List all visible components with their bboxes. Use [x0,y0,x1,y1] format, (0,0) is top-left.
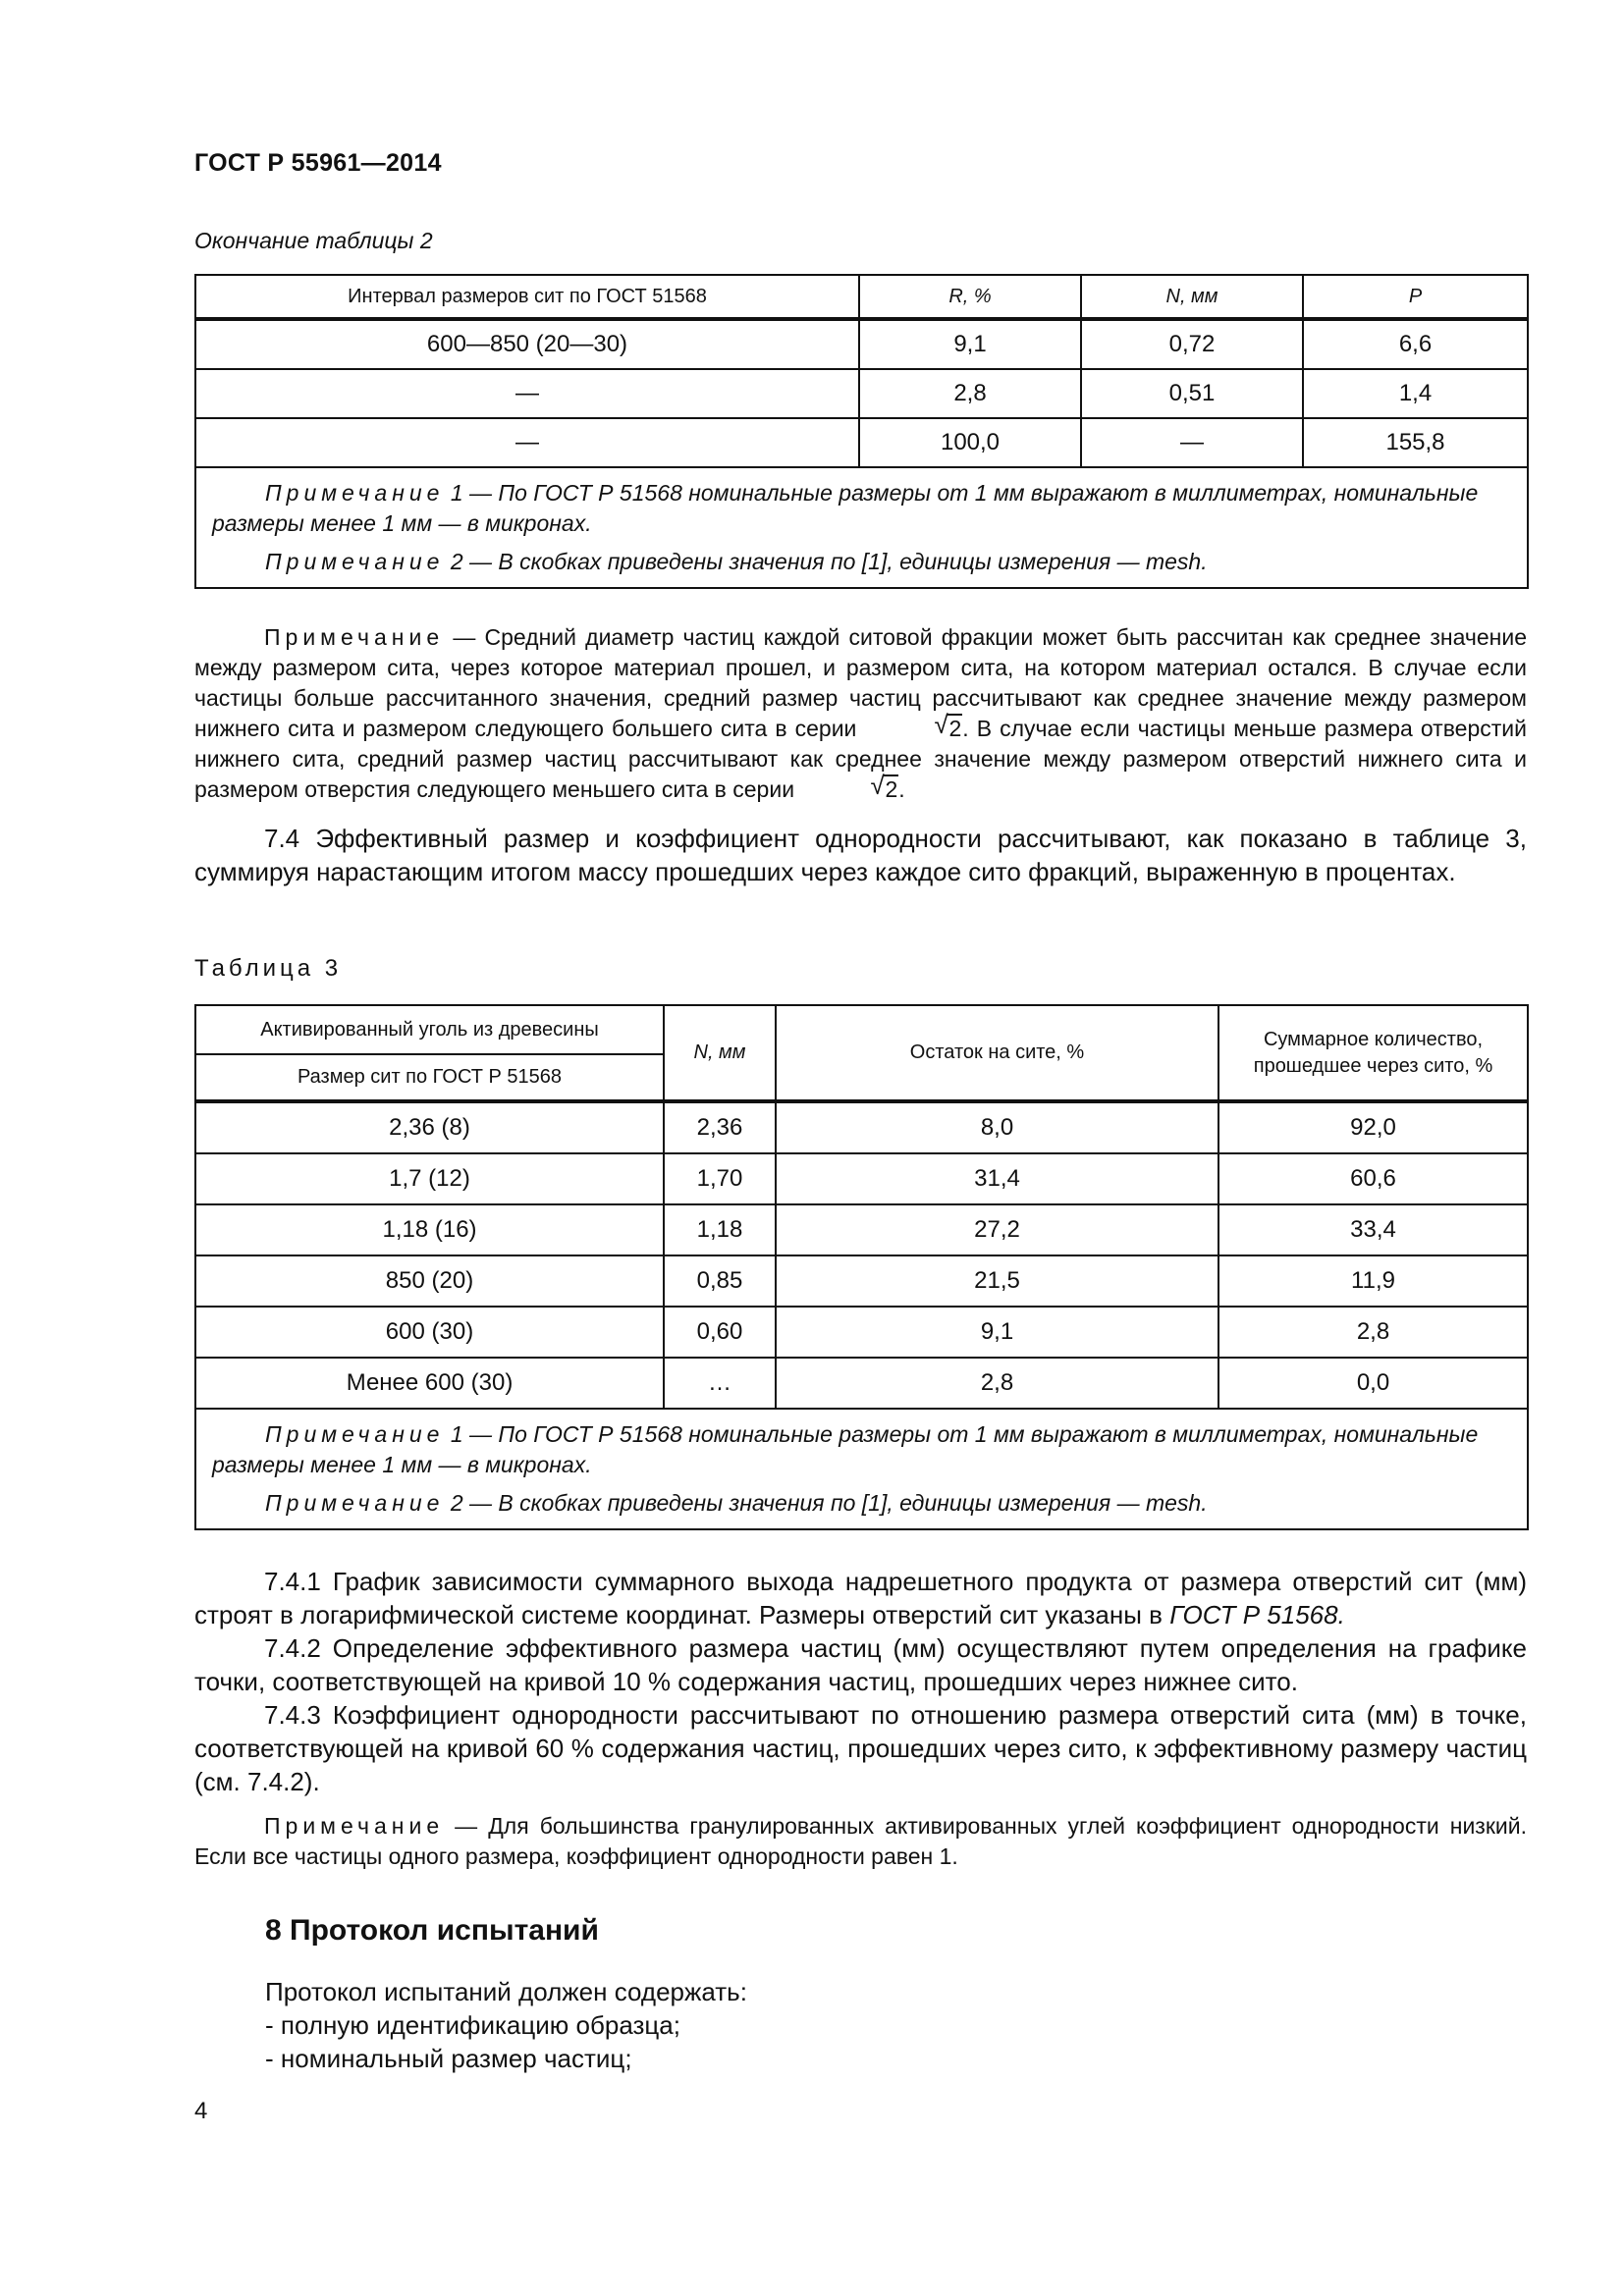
paragraph-7-4-3: 7.4.3 Коэффициент однородности рассчитывают по отношению размера отверстий сита (мм) в точке, соответствующей на кривой 60 % содержания частиц, прошедших через сито, к эффективному размеру частиц (см. 7.4.2). [194,1700,1527,1796]
table-cell: 92,0 [1218,1101,1528,1153]
table-cell: 0,72 [1081,319,1303,369]
paragraph-7-4-1 [194,1565,1527,1631]
sqrt-symbol [864,710,962,744]
note-text: 2 — В скобках приведены значения по [1], единицы измерения — mesh. [444,549,1208,574]
table2-header-row [195,275,1528,319]
note-label: Примечание [265,549,445,574]
table2-header-r: R, % [859,275,1081,319]
table-cell: 60,6 [1218,1153,1528,1204]
table3-notes-row [195,1409,1528,1529]
note-text: — Средний диаметр частиц каждой ситовой фракции может быть рассчитан как среднее значение между размером сита, через которое материал прошел, и размером сита, на котором материал остался. В случае если частицы больше рассчитанного значения, средний размер частиц рассчитывают как среднее значение между размером нижнего сита и размером следующего большего сита в серии [194,624,1527,741]
table-cell: 0,85 [664,1255,776,1307]
note-text: 1 — По ГОСТ Р 51568 номинальные размеры от 1 мм выражают в миллиметрах, номинальные размеры менее 1 мм — в микронах. [212,1421,1479,1477]
list-item: - полную идентификацию образца; [265,2010,680,2040]
note-text: . В случае если частицы меньше размера отверстий нижнего сита, средний размер частиц рассчитывают как среднее значение между размером отверстий нижнего сита и размером отверстия следующего меньшего сита в серии [194,716,1527,802]
table-cell: 0,0 [1218,1358,1528,1409]
radical-sign: √ [934,710,948,739]
table2-notes-row [195,467,1528,588]
table-cell: 6,6 [1303,319,1528,369]
document-header: ГОСТ Р 55961—2014 [194,149,442,177]
table-row [195,1101,1528,1153]
table-cell: — [1081,418,1303,467]
sqrt-symbol [800,771,898,805]
note-text: — Для большинства гранулированных активированных углей коэффициент однородности низкий. Если все частицы одного размера, коэффициент однородности равен 1. [194,1813,1527,1869]
note-label: Примечание [264,624,445,650]
note-text: . [898,776,905,802]
table-row [195,369,1528,418]
table-cell: 8,0 [776,1101,1218,1153]
table-row [195,1307,1528,1358]
note-label: Примечание [264,1813,445,1839]
table-cell: 9,1 [859,319,1081,369]
table-cell: 1,7 (12) [195,1153,664,1204]
table-cell: 27,2 [776,1204,1218,1255]
note-label: Примечание [265,1421,445,1447]
table-cell: 2,8 [1218,1307,1528,1358]
table-cell: 1,18 [664,1204,776,1255]
table-cell: 2,36 [664,1101,776,1153]
table3-header-row [195,1005,1528,1054]
paragraph-text: 7.4.1 График зависимости суммарного выхода надрешетного продукта от размера отверстий сит (мм) строят в логарифмической системе координат. Размеры отверстий сит указаны в [194,1567,1527,1629]
table2-notes [195,467,1528,588]
table-row [195,1153,1528,1204]
paragraph-7-4-2: 7.4.2 Определение эффективного размера частиц (мм) осуществляют путем определения на графике точки, соответствующей на кривой 10 % содержания частиц, прошедших через нижнее сито. [194,1633,1527,1696]
table-cell: 155,8 [1303,418,1528,467]
table3-caption: Таблица 3 [194,955,343,982]
table3-note-1 [212,1419,1511,1480]
note-label: Примечание [265,1490,445,1516]
list-item: - номинальный размер частиц; [265,2044,632,2073]
table-row [195,1204,1528,1255]
table3-header-sub: Размер сит по ГОСТ Р 51568 [195,1054,664,1101]
table-row [195,319,1528,369]
section-8-title: 8 Протокол испытаний [265,1914,599,1947]
paragraph-7-4: 7.4 Эффективный размер и коэффициент однородности рассчитывают, как показано в таблице 3, суммируя нарастающим итогом массу прошедших через каждое сито фракций, выраженную в процентах. [194,824,1527,886]
note-uniformity [194,1811,1527,1872]
table-cell: 33,4 [1218,1204,1528,1255]
note-average-diameter [194,622,1527,805]
sqrt-value: 2 [885,776,898,802]
radical-sign: √ [870,771,885,800]
table-row [195,418,1528,467]
table2-continuation-caption: Окончание таблицы 2 [194,228,433,253]
table2-header-interval: Интервал размеров сит по ГОСТ 51568 [195,275,859,319]
note-label: Примечание [265,480,445,506]
sqrt-value: 2 [948,716,962,741]
header-n-label: N, мм [693,1041,746,1063]
table-cell: 2,36 (8) [195,1101,664,1153]
table-cell: — [195,418,859,467]
table-cell: 2,8 [776,1358,1218,1409]
table-cell: 21,5 [776,1255,1218,1307]
standard-reference: ГОСТ Р 51568. [1169,1600,1345,1629]
table-cell: … [664,1358,776,1409]
table2-note-1 [212,478,1511,539]
table3-header-sum: Суммарное количество, прошедшее через сито, % [1218,1005,1528,1101]
table-cell: 2,8 [859,369,1081,418]
note-text: 2 — В скобках приведены значения по [1], единицы измерения — mesh. [444,1490,1208,1516]
table3-header-n [664,1005,776,1101]
table-3 [194,1004,1529,1530]
table2-header-n: N, мм [1081,275,1303,319]
table-cell: 31,4 [776,1153,1218,1204]
table2-note-2 [212,547,1511,577]
table-cell: 1,18 (16) [195,1204,664,1255]
table-cell: 0,60 [664,1307,776,1358]
table-cell: 9,1 [776,1307,1218,1358]
table3-header-rest: Остаток на сите, % [776,1005,1218,1101]
table-cell: 1,70 [664,1153,776,1204]
table-row [195,1255,1528,1307]
table-cell: 100,0 [859,418,1081,467]
table-row [195,1358,1528,1409]
table-cell: 1,4 [1303,369,1528,418]
table-cell: 600—850 (20—30) [195,319,859,369]
table-cell: Менее 600 (30) [195,1358,664,1409]
section-8-intro: Протокол испытаний должен содержать: [265,1977,747,2006]
table3-header-group: Активированный уголь из древесины [195,1005,664,1054]
table-cell: 600 (30) [195,1307,664,1358]
table3-note-2 [212,1488,1511,1519]
table-cell: 11,9 [1218,1255,1528,1307]
table-cell: 0,51 [1081,369,1303,418]
page-number: 4 [194,2098,208,2124]
table3-notes [195,1409,1528,1529]
table-cell: — [195,369,859,418]
table-cell: 850 (20) [195,1255,664,1307]
table-2 [194,274,1529,589]
table2-header-p: P [1303,275,1528,319]
note-text: 1 — По ГОСТ Р 51568 номинальные размеры от 1 мм выражают в миллиметрах, номинальные размеры менее 1 мм — в микронах. [212,480,1479,536]
